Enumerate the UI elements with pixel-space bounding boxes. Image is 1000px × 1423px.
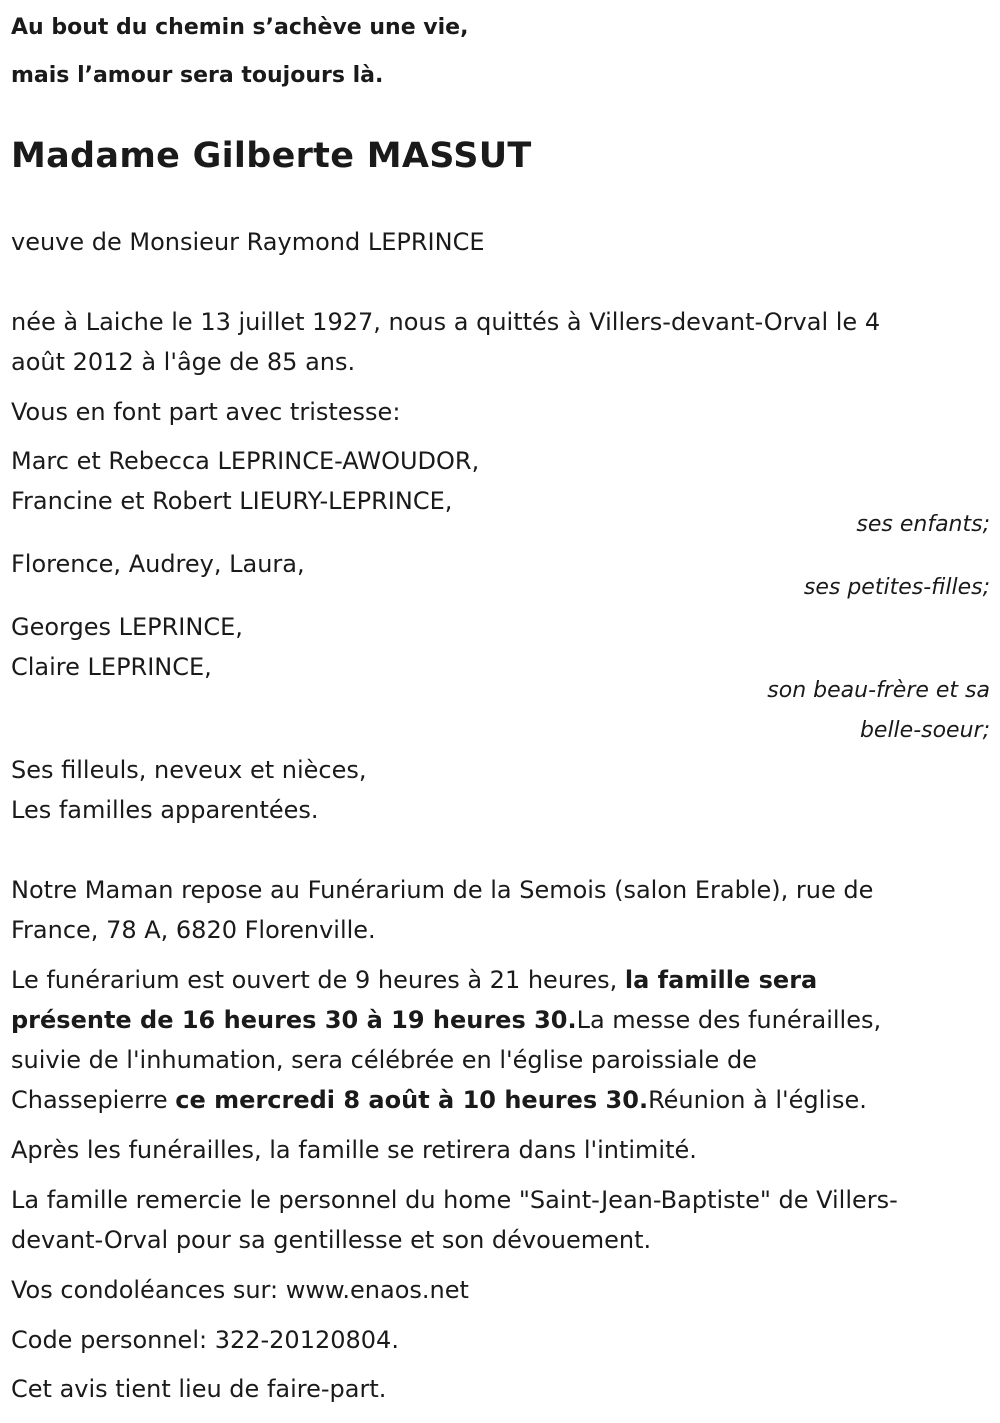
hours-line-2-bold: présente de 16 heures 30 à 19 heures 30. [11, 1006, 577, 1034]
epigraph-line-2: mais l’amour sera toujours là. [11, 63, 384, 88]
hours-line-4-bold: ce mercredi 8 août à 10 heures 30. [175, 1086, 649, 1114]
children-line-1: Marc et Rebecca LEPRINCE-AWOUDOR, [11, 447, 480, 475]
hours-line-4 [11, 1085, 867, 1115]
inlaws-line-1: Georges LEPRINCE, [11, 613, 243, 641]
deceased-name: Madame Gilberte MASSUT [11, 136, 532, 176]
others-line-2: Les familles apparentées. [11, 796, 319, 824]
condolences-line: Vos condoléances sur: www.enaos.net [11, 1276, 469, 1304]
widow-line: veuve de Monsieur Raymond LEPRINCE [11, 228, 485, 256]
children-relation: ses enfants; [856, 512, 990, 537]
code-line: Code personnel: 322-20120804. [11, 1326, 399, 1354]
hours-line-2-text: La messe des funérailles, [576, 1006, 882, 1034]
inlaws-relation-2: belle-soeur; [859, 718, 990, 743]
inlaws-line-2: Claire LEPRINCE, [11, 653, 212, 681]
thanks-line-2: devant-Orval pour sa gentillesse et son dévouement. [11, 1226, 652, 1254]
birth-line-2: août 2012 à l'âge de 85 ans. [11, 348, 356, 376]
grandchildren-line: Florence, Audrey, Laura, [11, 550, 305, 578]
thanks-line-1: La famille remercie le personnel du home "Saint-Jean-Baptiste" de Villers- [11, 1186, 898, 1214]
hours-line-1 [11, 965, 817, 995]
others-line-1: Ses filleuls, neveux et nièces, [11, 756, 367, 784]
repose-line-1: Notre Maman repose au Funérarium de la Semois (salon Erable), rue de [11, 876, 874, 904]
hours-line-4-text: Chassepierre [11, 1086, 176, 1114]
announce-line: Vous en font part avec tristesse: [11, 398, 401, 426]
repose-line-2: France, 78 A, 6820 Florenville. [11, 916, 376, 944]
birth-line-1: née à Laiche le 13 juillet 1927, nous a quittés à Villers-devant-Orval le 4 [11, 308, 881, 336]
grandchildren-relation: ses petites-filles; [803, 575, 990, 600]
inlaws-relation-1: son beau-frère et sa [767, 678, 990, 703]
hours-line-2 [11, 1005, 881, 1035]
notice-line: Cet avis tient lieu de faire-part. [11, 1375, 387, 1403]
epigraph-line-1: Au bout du chemin s’achève une vie, [11, 15, 469, 40]
hours-line-1-bold: la famille sera [624, 966, 818, 994]
hours-line-1-text: Le funérarium est ouvert de 9 heures à 21 heures, [11, 966, 625, 994]
after-line: Après les funérailles, la famille se retirera dans l'intimité. [11, 1136, 697, 1164]
hours-line-4-end: Réunion à l'église. [648, 1086, 867, 1114]
children-line-2: Francine et Robert LIEURY-LEPRINCE, [11, 487, 453, 515]
hours-line-3: suivie de l'inhumation, sera célébrée en l'église paroissiale de [11, 1046, 757, 1074]
